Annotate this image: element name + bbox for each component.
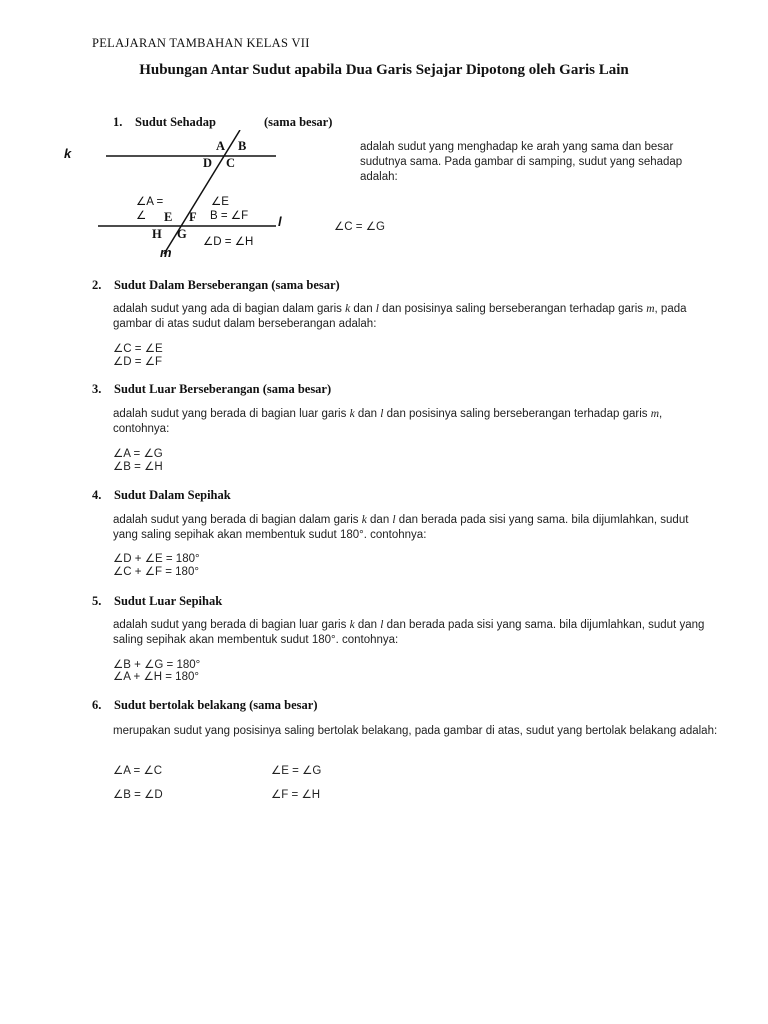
section-1-example: ∠C = ∠G [334, 221, 385, 233]
label-m: m [160, 245, 172, 260]
section-3-example-1: ∠A = ∠G [113, 448, 163, 460]
var-l: l [380, 619, 384, 631]
section-2-example-2: ∠D = ∠F [113, 356, 163, 368]
section-6-description: merupakan sudut yang posisinya saling bertolak belakang, pada gambar di atas, sudut yang bertolak belakang adalah: [113, 725, 718, 737]
desc-text: dan [350, 303, 376, 315]
var-l: l [380, 408, 384, 420]
page-header: PELAJARAN TAMBAHAN KELAS VII [92, 36, 310, 50]
parallel-lines-diagram [60, 130, 300, 265]
var-m: m [650, 408, 660, 420]
section-title: Sudut Sehadap [135, 115, 216, 129]
section-title: Sudut Luar Berseberangan (sama besar) [114, 382, 332, 396]
desc-text: adalah sudut yang berada di bagian luar garis [113, 619, 350, 631]
var-l: l [392, 514, 396, 526]
note-angle-partial: ∠ [136, 210, 147, 222]
desc-text: dan berada pada sisi yang sama. bila dijumlahkan, sudut yang saling sepihak akan membentuk sudut 180°. contohnya: [113, 619, 705, 646]
label-angle-h: H [152, 227, 162, 241]
label-k: k [64, 146, 72, 161]
section-number: 6. [92, 698, 102, 712]
section-2-description [113, 302, 713, 332]
desc-text: , contohnya: [113, 408, 663, 435]
label-angle-g: G [177, 227, 187, 241]
note-angle-e: ∠E [211, 196, 229, 208]
section-5-example-2: ∠A + ∠H = 180° [113, 671, 199, 683]
label-angle-b: B [238, 139, 247, 153]
label-angle-c: C [226, 156, 236, 170]
section-4-example-2: ∠C + ∠F = 180° [113, 566, 199, 578]
desc-text: dan [354, 619, 381, 631]
section-6-example-3: ∠B = ∠D [113, 789, 163, 801]
desc-text: adalah sudut yang ada di bagian dalam garis [113, 303, 346, 315]
section-number: 4. [92, 488, 102, 502]
desc-text: , pada gambar di atas sudut dalam berseberangan adalah: [113, 303, 687, 330]
label-l: l [278, 214, 282, 229]
page-title: Hubungan Antar Sudut apabila Dua Garis Sejajar Dipotong oleh Garis Lain [139, 62, 629, 78]
section-number: 5. [92, 594, 102, 608]
var-m: m [646, 303, 655, 315]
desc-text: dan [354, 408, 381, 420]
var-l: l [375, 303, 379, 315]
section-1-description: adalah sudut yang menghadap ke arah yang sama dan besar sudutnya sama. Pada gambar di samping, sudut yang sehadap adalah: [360, 141, 683, 183]
label-angle-e: E [164, 210, 173, 224]
desc-text: dan posisinya saling berseberangan terhadap garis [378, 303, 647, 315]
section-6-example-1: ∠A = ∠C [113, 765, 163, 777]
section-6-example-2: ∠E = ∠G [271, 765, 322, 777]
section-6-example-4: ∠F = ∠H [271, 789, 321, 801]
label-angle-d: D [203, 156, 213, 170]
section-title: Sudut Dalam Berseberangan (sama besar) [114, 278, 340, 292]
note-angle-a: ∠A = [136, 196, 164, 208]
var-k: k [349, 619, 355, 631]
section-3-example-2: ∠B = ∠H [113, 461, 163, 473]
desc-text: adalah sudut yang berada di bagian luar garis [113, 408, 350, 420]
section-title: Sudut bertolak belakang (sama besar) [114, 698, 318, 712]
note-b-equals-f: B = ∠F [210, 210, 249, 222]
desc-text: adalah sudut yang berada di bagian dalam garis [113, 514, 362, 526]
section-number: 3. [92, 382, 102, 396]
var-k: k [361, 514, 367, 526]
var-k: k [345, 303, 351, 315]
section-title: Sudut Luar Sepihak [114, 594, 223, 608]
label-angle-f: F [189, 210, 197, 224]
desc-text: dan posisinya saling berseberangan terhadap garis [383, 408, 651, 420]
note-d-equals-h: ∠D = ∠H [203, 236, 254, 248]
section-number: 2. [92, 278, 102, 292]
section-3-description [113, 407, 713, 437]
desc-text: dan [366, 514, 393, 526]
section-5-description [113, 618, 718, 648]
section-5-example-1: ∠B + ∠G = 180° [113, 659, 201, 671]
section-number: 1. [113, 115, 123, 129]
label-angle-a: A [216, 139, 226, 153]
section-4-description [113, 513, 713, 543]
section-4-example-1: ∠D + ∠E = 180° [113, 553, 200, 565]
var-k: k [349, 408, 355, 420]
section-2-example-1: ∠C = ∠E [113, 343, 163, 355]
section-title-suffix: (sama besar) [264, 115, 333, 129]
desc-text: dan berada pada sisi yang sama. bila dijumlahkan, sudut yang saling sepihak akan membentuk sudut 180°. contohnya: [113, 514, 689, 541]
section-title: Sudut Dalam Sepihak [114, 488, 231, 502]
